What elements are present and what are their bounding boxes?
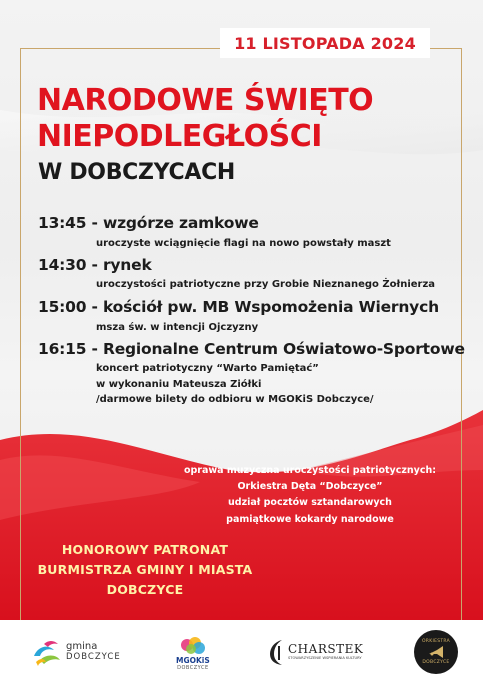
event-2-heading: 14:30 - rynek [38, 256, 152, 274]
logo-bar [0, 620, 483, 683]
patron-line-1: HONOROWY PATRONAT [61, 542, 229, 557]
mgokis-dobczyce-label: DOBCZYCE [177, 665, 209, 671]
charstek-name: CHARSTEK [288, 642, 364, 657]
info-line-3: udział pocztów sztandarowych [228, 497, 392, 508]
gmina-swirl-icon [30, 636, 64, 668]
subtitle: W DOBCZYCACH [38, 160, 236, 185]
event-1-heading: 13:45 - wzgórze zamkowe [38, 214, 259, 232]
mgokis-logo[interactable] [176, 634, 210, 671]
gmina-dobczyce-label: DOBCZYCE [66, 651, 121, 662]
charstek-emblem-icon [266, 638, 286, 666]
event-4-description-2: w wykonaniu Mateusza Ziółki [96, 379, 262, 390]
title-line-1: NARODOWE ŚWIĘTO [37, 83, 374, 118]
mgokis-label: MGOKiS [176, 656, 210, 665]
event-3-heading: 15:00 - kościół pw. MB Wspomożenia Wiernych [38, 298, 439, 316]
orkiestra-dobczyce-label: DOBCZYCE [422, 660, 450, 665]
orkiestra-label: ORKIESTRA [421, 639, 451, 644]
event-1-description: uroczyste wciągnięcie flagi na nowo powstały maszt [96, 238, 391, 249]
event-4-description-1: koncert patriotyczny “Warto Pamiętać” [96, 363, 319, 374]
info-line-2: Orkiestra Dęta “Dobczyce” [237, 481, 383, 492]
patron-line-2: BURMISTRZA GMINY I MIASTA [37, 562, 253, 577]
gmina-dobczyce-logo[interactable] [30, 636, 121, 668]
charstek-logo[interactable] [266, 638, 363, 666]
event-3-description: msza św. w intencji Ojczyzny [96, 322, 259, 333]
event-4-heading: 16:15 - Regionalne Centrum Oświatowo-Sportowe [38, 340, 465, 358]
info-line-1: oprawa muzyczna uroczystości patriotycznych: [183, 465, 437, 476]
charstek-subtitle: STOWARZYSZENIE WSPIERANIA KULTURY [288, 655, 362, 660]
event-4-description-3: /darmowe bilety do odbioru w MGOKiS Dobczyce/ [96, 394, 374, 405]
trumpet-icon [427, 644, 445, 660]
date-label: 11 LISTOPADA 2024 [220, 28, 430, 58]
patron-line-3: DOBCZYCE [106, 582, 184, 597]
orkiestra-logo[interactable] [414, 630, 458, 674]
title-line-2: NIEPODLEGŁOŚCI [37, 119, 322, 154]
info-line-4: pamiątkowe kokardy narodowe [226, 514, 394, 525]
event-2-description: uroczystości patriotyczne przy Grobie Nieznanego Żołnierza [96, 279, 436, 290]
mgokis-emblem-icon [177, 634, 209, 656]
gmina-label: gmina [66, 641, 98, 653]
